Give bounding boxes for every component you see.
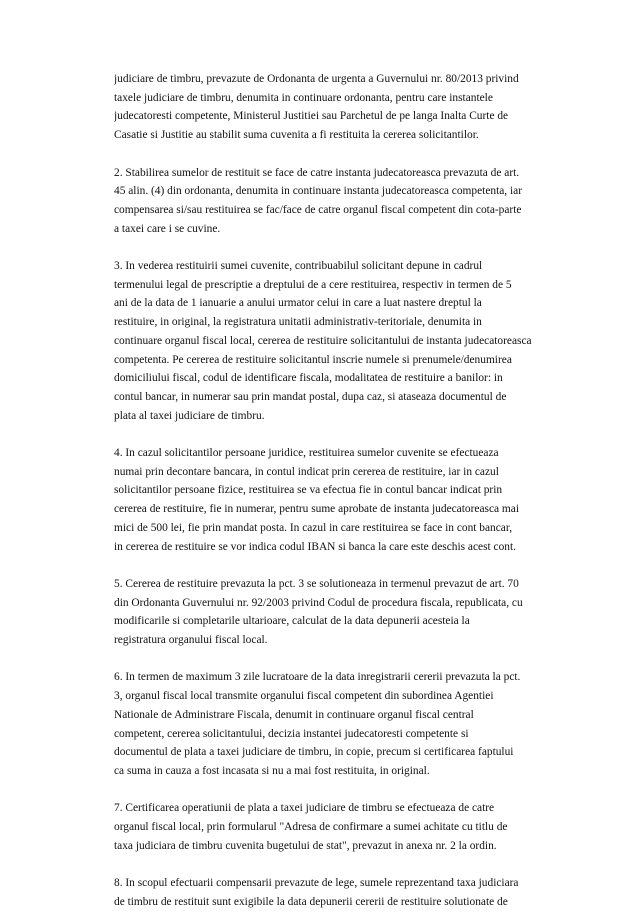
text-line: restituire, in original, la registratura unitatii administrativ-teritoriale, denumita in xyxy=(114,316,482,329)
text-line: mici de 500 lei, fie prin mandat posta. In cazul in care restituirea se face in cont bancar, xyxy=(114,521,513,534)
text-line: organul fiscal local, prin formularul "Adresa de confirmare a sumei achitate cu titlu de xyxy=(114,821,508,834)
text-line: taxele judiciare de timbru, denumita in continuare ordonanta, pentru care instantele xyxy=(114,91,493,104)
text-line: 2. Stabilirea sumelor de restituit se face de catre instanta judecatoreasca prevazuta de art. xyxy=(114,166,520,179)
text-line: 7. Certificarea operatiunii de plata a taxei judiciare de timbru se efectueaza de catre xyxy=(114,802,495,815)
text-line: judecatoresti competente, Ministerul Justitiei sau Parchetul de pe langa Inalta Curte de xyxy=(114,110,509,123)
text-line: de timbru de restituit sunt exigibile la data depunerii cererii de restituire solutionate de xyxy=(114,895,508,908)
text-line: din Ordonanta Guvernului nr. 92/2003 privind Codul de procedura fiscala, republicata, cu xyxy=(114,596,523,609)
text-line: 45 alin. (4) din ordonanta, denumita in continuare instanta judecatoreasca competenta, iar xyxy=(114,185,523,198)
text-line: contul bancar, in numerar sau prin mandat postal, dupa caz, si ataseaza documentul de xyxy=(114,390,507,403)
paragraph xyxy=(114,164,566,239)
document-body xyxy=(114,70,566,912)
text-line: competenta. Pe cererea de restituire solicitantul inscrie numele si prenumele/denumirea xyxy=(114,353,512,366)
paragraph xyxy=(114,668,566,780)
text-line: 3. In vederea restituirii sumei cuvenite, contribuabilul solicitant depune in cadrul xyxy=(114,260,483,272)
text-line: a taxei care i se cuvine. xyxy=(114,222,221,235)
paragraph xyxy=(114,257,566,425)
text-line: 8. In scopul efectuarii compensarii prevazute de lege, sumele reprezentand taxa judiciara xyxy=(114,877,519,890)
text-line: 4. In cazul solicitantilor persoane juridice, restituirea sumelor cuvenite se efectueaza xyxy=(114,447,499,460)
text-line: Casatie si Justitie au stabilit suma cuvenita a fi restituita la cererea solicitantilor. xyxy=(114,129,479,142)
text-line: numai prin decontare bancara, in contul indicat prin cererea de restituire, iar in cazul xyxy=(114,465,499,478)
text-line: Nationale de Administrare Fiscala, denumit in continuare organul fiscal central xyxy=(114,708,474,721)
paragraph xyxy=(114,874,566,911)
text-line: continuare organul fiscal local, cererea de restituire solicitantului de instanta judecatoreasca xyxy=(114,334,532,347)
text-line: documentul de plata a taxei judiciare de timbru, in copie, precum si certificarea faptului xyxy=(114,746,514,759)
paragraph xyxy=(114,70,566,145)
text-line: ca suma in cauza a fost incasata si nu a mai fost restituita, in original. xyxy=(114,764,430,777)
text-line: judiciare de timbru, prevazute de Ordonanta de urgenta a Guvernului nr. 80/2013 privind xyxy=(114,73,519,85)
text-line: 6. In termen de maximum 3 zile lucratoare de la data inregistrarii cererii prevazuta la pct. xyxy=(114,671,521,684)
text-line: ani de la data de 1 ianuarie a anului urmator celui in care a luat nastere dreptul la xyxy=(114,297,482,310)
paragraph xyxy=(114,444,566,556)
text-line: competent, cererea solicitantului, decizia instantei judecatoresti competente si xyxy=(114,727,469,740)
paragraph xyxy=(114,575,566,650)
text-line: cererea de restituire, fie in numerar, pentru sume aprobate de instanta judecatoreasca mai xyxy=(114,503,519,516)
text-line: termenului legal de prescriptie a dreptului de a cere restituirea, respectiv in termen de 5 xyxy=(114,278,512,291)
text-line: 5. Cererea de restituire prevazuta la pct. 3 se solutioneaza in termenul prevazut de art. 70 xyxy=(114,577,519,590)
text-line: registratura organului fiscal local. xyxy=(114,634,268,647)
text-line: domiciliului fiscal, codul de identificare fiscala, modalitatea de restituire a banilor: in xyxy=(114,372,503,385)
text-line: 3, organul fiscal local transmite organului fiscal competent din subordinea Agentiei xyxy=(114,690,494,703)
paragraph xyxy=(114,799,566,855)
text-line: taxa judiciara de timbru cuvenita bugetului de stat", prevazut in anexa nr. 2 la ordin. xyxy=(114,839,497,852)
text-line: modificarile si completarile ultarioare, calculat de la data depunerii acesteia la xyxy=(114,615,470,628)
text-line: in cererea de restituire se vor indica codul IBAN si banca la care este deschis acest cont. xyxy=(114,540,516,553)
text-line: solicitantilor persoane fizice, restituirea se va efectua fie in contul bancar indicat prin xyxy=(114,484,503,497)
text-line: plata al taxei judiciare de timbru. xyxy=(114,409,265,422)
text-line: compensarea si/sau restituirea se fac/face de catre organul fiscal competent din cota-parte xyxy=(114,203,522,216)
